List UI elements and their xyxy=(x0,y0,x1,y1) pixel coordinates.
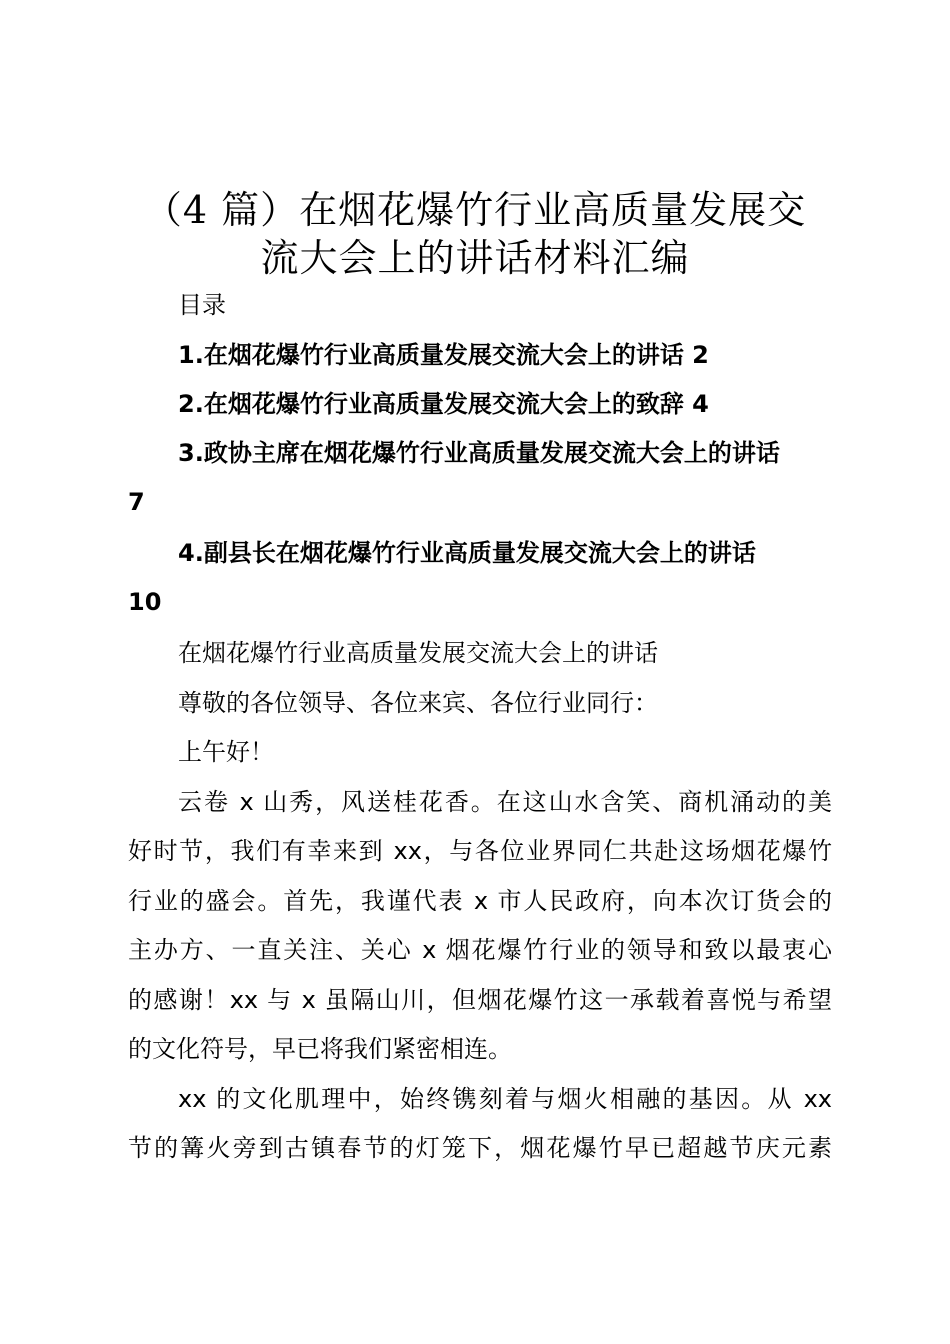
toc-entry-1[interactable]: 1.在烟花爆竹行业高质量发展交流大会上的讲话 2 xyxy=(178,341,709,369)
paragraph-1-line-4: 主办方、一直关注、关心 x 烟花爆竹行业的领导和致以最衷心 xyxy=(128,936,832,964)
document-title-line-2: 流大会上的讲话材料汇编 xyxy=(260,236,690,280)
paragraph-1-line-5: 的感谢！xx 与 x 虽隔山川，但烟花爆竹这一承载着喜悦与希望 xyxy=(128,986,832,1014)
speech-salutation: 尊敬的各位领导、各位来宾、各位行业同行： xyxy=(178,689,658,717)
toc-heading: 目录 xyxy=(178,291,226,319)
paragraph-1-line-3: 行业的盛会。首先，我谨代表 x 市人民政府，向本次订货会的 xyxy=(128,887,832,915)
toc-entry-4-page[interactable]: 10 xyxy=(128,588,162,616)
toc-entry-3-page[interactable]: 7 xyxy=(128,488,145,516)
paragraph-1-line-2: 好时节，我们有幸来到 xx，与各位业界同仁共赴这场烟花爆竹 xyxy=(128,837,832,865)
paragraph-1-line-6: 的文化符号，早已将我们紧密相连。 xyxy=(128,1035,512,1063)
speech-greeting: 上午好！ xyxy=(178,738,274,766)
toc-entry-2[interactable]: 2.在烟花爆竹行业高质量发展交流大会上的致辞 4 xyxy=(178,390,709,418)
toc-entry-4[interactable]: 4.副县长在烟花爆竹行业高质量发展交流大会上的讲话 xyxy=(178,539,756,567)
paragraph-1-line-1: 云卷 x 山秀，风送桂花香。在这山水含笑、商机涌动的美 xyxy=(178,788,832,816)
document-title-line-1: （4 篇）在烟花爆竹行业高质量发展交 xyxy=(143,188,807,232)
speech-heading: 在烟花爆竹行业高质量发展交流大会上的讲话 xyxy=(178,639,658,667)
toc-entry-3[interactable]: 3.政协主席在烟花爆竹行业高质量发展交流大会上的讲话 xyxy=(178,439,780,467)
paragraph-2-line-1: xx 的文化肌理中，始终镌刻着与烟火相融的基因。从 xx xyxy=(178,1085,832,1113)
paragraph-2-line-2: 节的篝火旁到古镇春节的灯笼下，烟花爆竹早已超越节庆元素 xyxy=(128,1134,832,1162)
